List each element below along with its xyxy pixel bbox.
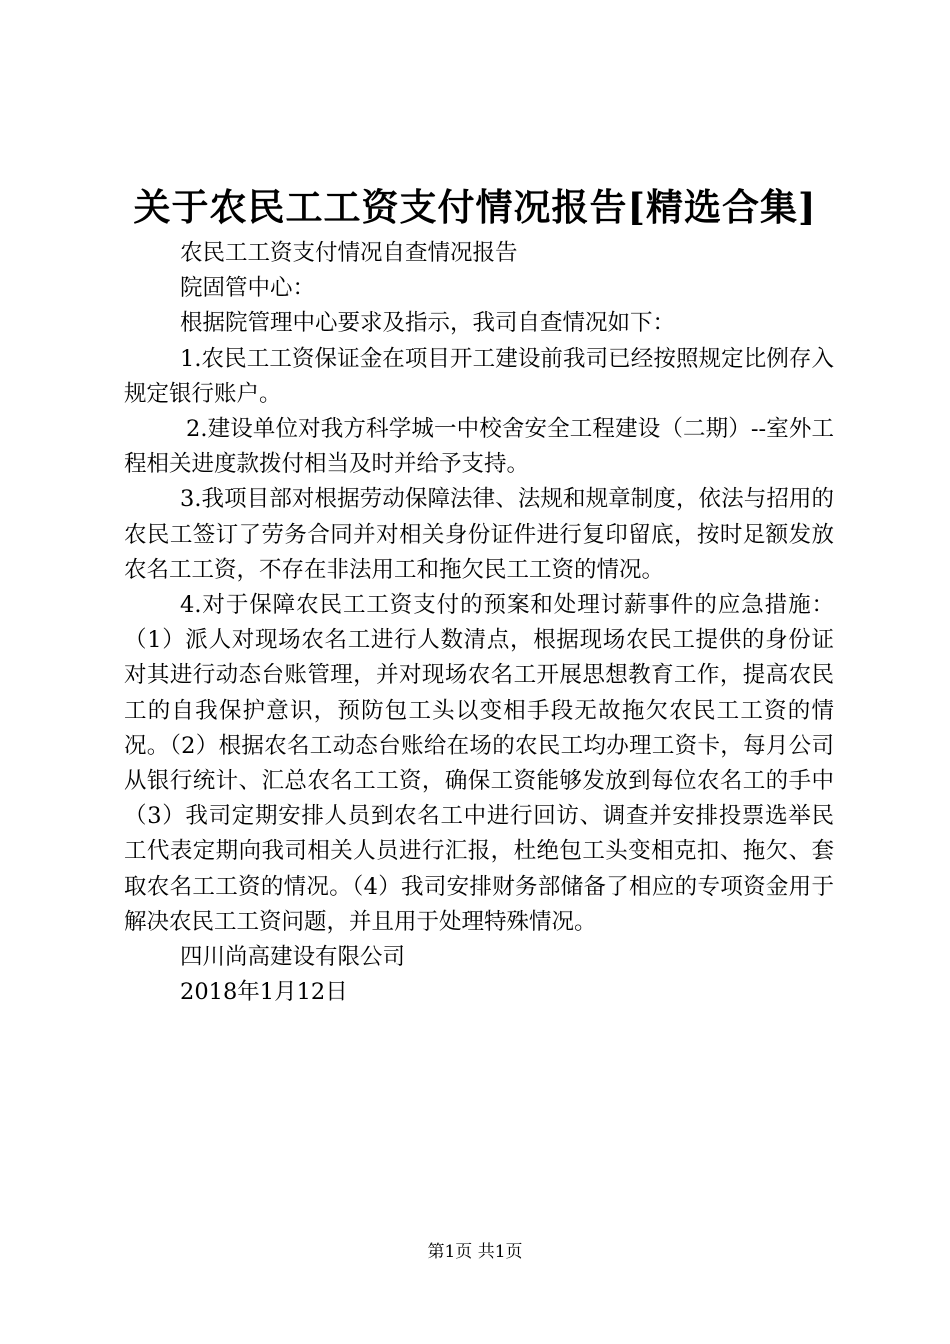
item-1-paragraph: 1.农民工工资保证金在项目开工建设前我司已经按照规定比例存入规定银行账户。 [124,345,834,407]
document-date: 2018年1月12日 [180,979,348,1006]
report-subtitle: 农民工工资支付情况自查情况报告 [180,240,518,266]
recipient-line: 院固管中心： [180,275,316,302]
item-3-paragraph: 3.我项目部对根据劳动保障法律、法规和规章制度，依法与招用的农民工签订了劳务合同并对相关身份证件进行复印留底，按时足额发放农名工工资，不存在非法用工和拖欠民工工资的情况。 [124,486,834,583]
item-2-paragraph: 2.建设单位对我方科学城一中校舍安全工程建设（二期）--室外工程相关进度款拨付相当及时并给予支持。 [124,416,834,478]
document-title: 关于农民工工资支付情况报告[精选合集] [133,185,817,229]
document-body [124,236,834,1010]
item-4-paragraph: 4.对于保障农民工工资支付的预案和处理讨薪事件的应急措施：（1）派人对现场农名工进行人数清点，根据现场农民工提供的身份证对其进行动态台账管理，并对现场农名工开展思想教育工作，提高农民工的自我保护意识，预防包工头以变相手段无故拖欠农民工工资的情况。（2）根据农名工动态台账给在场的农民工均办理工资卡，每月公司从银行统计、汇总农名工工资，确保工资能够发放到每位农名工的手中（3）我司定期安排人员到农名工中进行回访、调查并安排投票选举民工代表定期向我司相关人员进行汇报，杜绝包工头变相克扣、拖欠、套取农名工工资的情况。（4）我司安排财务部储备了相应的专项资金用于解决农民工工资问题，并且用于处理特殊情况。 [124,592,834,935]
page-number-footer: 第1页 共1页 [427,1242,523,1262]
intro-paragraph: 根据院管理中心要求及指示，我司自查情况如下： [180,310,676,337]
company-signature: 四川尚高建设有限公司 [180,944,406,971]
